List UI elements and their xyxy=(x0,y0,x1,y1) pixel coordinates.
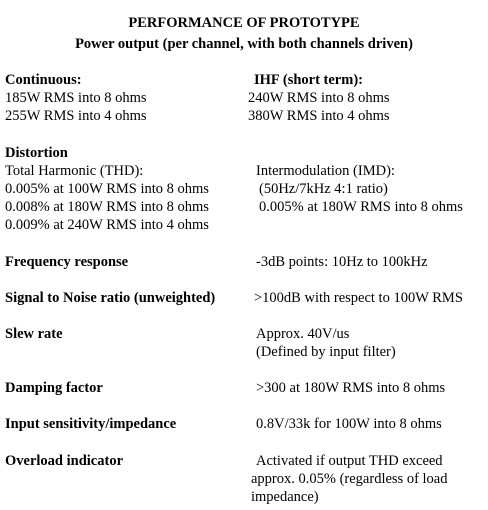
distortion-label: Distortion xyxy=(5,145,68,161)
spec-value: impedance) xyxy=(251,489,319,505)
spec-value: approx. 0.05% (regardless of load xyxy=(251,471,448,487)
continuous-label: Continuous: xyxy=(5,72,82,88)
imd-label: Intermodulation (IMD): xyxy=(256,163,395,179)
spec-label: Signal to Noise ratio (unweighted) xyxy=(5,290,216,306)
spec-label: Overload indicator xyxy=(5,453,124,469)
ihf-label: IHF (short term): xyxy=(254,72,363,88)
ihf-value: 240W RMS into 8 ohms xyxy=(248,90,390,106)
page-title: PERFORMANCE OF PROTOTYPE xyxy=(128,15,360,31)
thd-value: 0.008% at 180W RMS into 8 ohms xyxy=(5,199,209,215)
thd-value: 0.009% at 240W RMS into 4 ohms xyxy=(5,217,209,233)
thd-value: 0.005% at 100W RMS into 8 ohms xyxy=(5,181,209,197)
spec-value: Approx. 40V/us xyxy=(256,326,350,342)
thd-label: Total Harmonic (THD): xyxy=(5,163,144,179)
spec-value: >300 at 180W RMS into 8 ohms xyxy=(256,380,446,396)
spec-value: -3dB points: 10Hz to 100kHz xyxy=(256,254,428,270)
continuous-value: 185W RMS into 8 ohms xyxy=(5,90,147,106)
continuous-value: 255W RMS into 4 ohms xyxy=(5,108,147,124)
spec-value: Activated if output THD exceed xyxy=(256,453,443,469)
spec-label: Input sensitivity/impedance xyxy=(5,416,177,432)
page-subtitle: Power output (per channel, with both channels driven) xyxy=(75,36,413,52)
spec-label: Damping factor xyxy=(5,380,103,396)
spec-value: 0.8V/33k for 100W into 8 ohms xyxy=(256,416,442,432)
spec-value: >100dB with respect to 100W RMS xyxy=(254,290,463,306)
imd-value: (50Hz/7kHz 4:1 ratio) xyxy=(259,181,388,197)
imd-value: 0.005% at 180W RMS into 8 ohms xyxy=(259,199,463,215)
ihf-value: 380W RMS into 4 ohms xyxy=(248,108,390,124)
spec-label: Frequency response xyxy=(5,254,129,270)
spec-value: (Defined by input filter) xyxy=(256,344,396,360)
spec-label: Slew rate xyxy=(5,326,63,342)
